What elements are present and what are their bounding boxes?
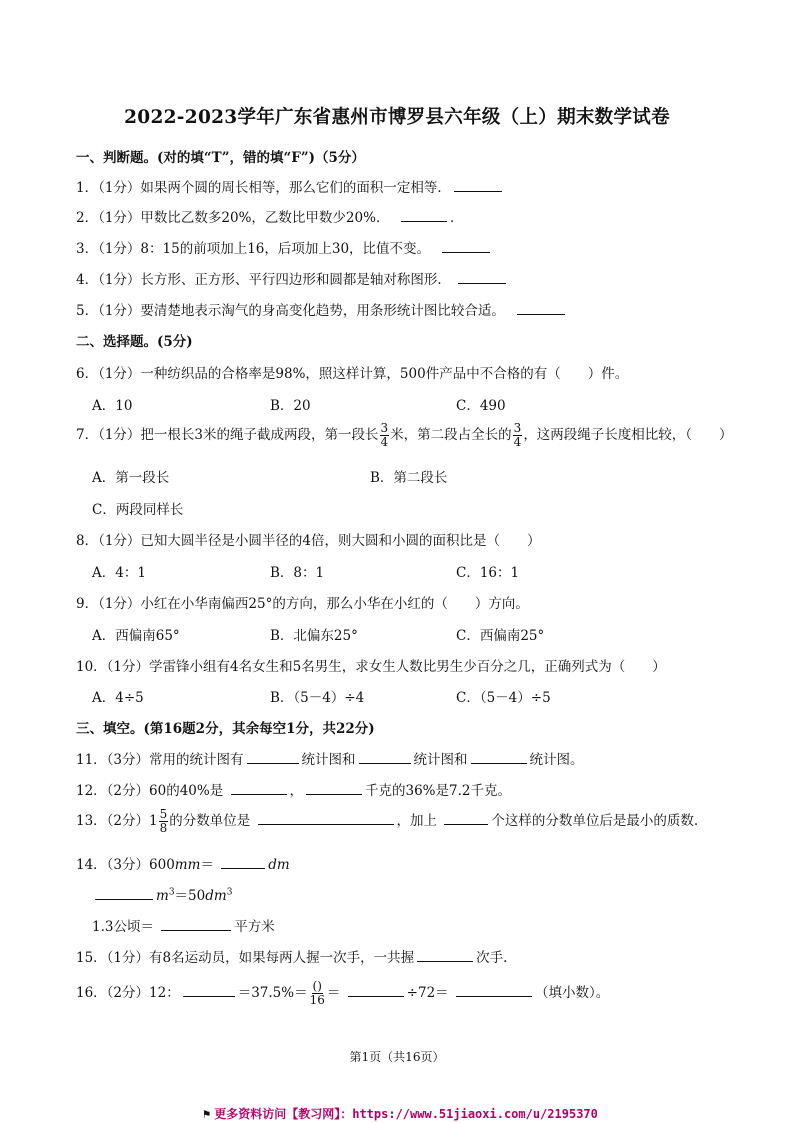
question-text: 个这样的分数单位后是最小的质数. <box>491 813 699 829</box>
fraction-numerator: 3 <box>513 421 522 435</box>
question-text: ÷72＝ <box>406 985 449 1001</box>
question-text: ＝37.5%＝ <box>237 985 308 1001</box>
option-a[interactable]: A．4：1 <box>92 565 146 581</box>
fraction <box>513 422 523 449</box>
option-c[interactable]: C．（5－4）÷5 <box>456 690 551 706</box>
question-text: ＝ <box>200 857 214 873</box>
answer-blank[interactable] <box>471 751 527 764</box>
question-14-part-2 <box>92 884 232 904</box>
question-6: 6．（1分）一种纺织品的合格率是98%，照这样计算，500件产品中不合格的有（ ）件。 <box>76 366 629 382</box>
fraction-numerator: 3 <box>380 421 389 435</box>
option-c[interactable]: C．两段同样长 <box>92 502 184 518</box>
option-b[interactable]: B．（5－4）÷4 <box>270 690 365 706</box>
question-14-part-3 <box>92 915 275 935</box>
question-text: 14．（3分）600 <box>76 857 175 873</box>
question-2 <box>76 206 464 226</box>
question-8: 8．（1分）已知大圆半径是小圆半径的4倍，则大圆和小圆的面积比是（ ） <box>76 533 541 549</box>
answer-blank[interactable] <box>183 984 235 997</box>
question-16 <box>76 980 609 1007</box>
answer-blank[interactable] <box>517 302 565 315</box>
question-text: 次手. <box>476 950 508 966</box>
answer-blank[interactable] <box>221 856 265 869</box>
question-text: ＝50 <box>174 888 206 904</box>
question-text: 13．（2分）1 <box>76 813 158 829</box>
question-10: 10．（1分）学雷锋小组有4名女生和5名男生，求女生人数比男生少百分之几，正确列式为（ ） <box>76 659 666 675</box>
exponent: 3 <box>168 887 175 898</box>
option-a[interactable]: A．10 <box>92 398 133 414</box>
question-text: 统计图和 <box>301 752 356 768</box>
fraction-denominator: 8 <box>159 821 168 835</box>
fraction <box>309 980 326 1007</box>
question-text: ＝ <box>326 985 341 1001</box>
answer-blank[interactable] <box>95 887 153 900</box>
question-13 <box>76 808 698 835</box>
answer-blank[interactable] <box>456 984 532 997</box>
option-a[interactable]: A．4÷5 <box>92 690 144 706</box>
option-c[interactable]: C．490 <box>456 398 506 414</box>
fraction-denominator: 4 <box>513 435 522 449</box>
question-text: 5．（1分）要清楚地表示淘气的身高变化趋势，用条形统计图比较合适。 <box>76 303 505 319</box>
exponent: 3 <box>226 887 233 898</box>
question-text: 12．（2分）60的40%是 <box>76 783 224 799</box>
option-a[interactable]: A．第一段长 <box>92 470 170 486</box>
answer-blank[interactable] <box>258 812 394 825</box>
question-text: （填小数）。 <box>534 985 610 1001</box>
option-b[interactable]: B．20 <box>270 398 311 414</box>
question-3 <box>76 237 493 257</box>
question-text: 11．（3分）常用的统计图有 <box>76 752 244 768</box>
fraction <box>380 422 390 449</box>
section-heading-2: 二、选择题。(5分) <box>76 334 193 350</box>
question-1 <box>76 176 505 196</box>
question-text: 统计图。 <box>529 752 584 768</box>
answer-blank[interactable] <box>454 179 502 192</box>
footer-link-text[interactable]: 更多资料访问【教习网】：https://www.51jiaoxi.com/u/2195370 <box>214 1107 598 1121</box>
footer-link[interactable] <box>203 1105 598 1122</box>
question-text: 4．（1分）长方形、正方形、平行四边形和圆都是轴对称图形． <box>76 272 451 288</box>
question-text: 2．（1分）甲数比乙数多20%，乙数比甲数少20%． <box>76 210 390 226</box>
option-c[interactable]: C．16：1 <box>456 565 520 581</box>
question-text: ， <box>289 783 303 799</box>
question-text: 平方米 <box>234 919 275 935</box>
question-text: 16．（2分）12： <box>76 985 180 1001</box>
unit: dm <box>268 857 290 873</box>
fraction-numerator: () <box>312 979 322 993</box>
answer-blank[interactable] <box>417 949 473 962</box>
answer-blank[interactable] <box>231 782 287 795</box>
question-text: 15．（1分）有8名运动员，如果每两人握一次手，一共握 <box>76 950 415 966</box>
page-title: 2022-2023学年广东省惠州市博罗县六年级（上）期末数学试卷 <box>124 107 670 128</box>
question-text: 的分数单位是 <box>169 813 251 829</box>
answer-blank[interactable] <box>306 782 362 795</box>
fraction <box>159 808 169 835</box>
question-text: 7．（1分）把一根长3米的绳子截成两段，第一段长 <box>76 427 379 443</box>
question-text: ，这两段绳子长度相比较，（ ） <box>523 427 733 443</box>
fraction-numerator: 5 <box>159 807 168 821</box>
question-text: ，加上 <box>396 813 438 829</box>
option-b[interactable]: B．北偏东25° <box>270 628 358 644</box>
question-11 <box>76 748 584 768</box>
answer-blank[interactable] <box>458 271 506 284</box>
fraction-denominator: 4 <box>380 435 389 449</box>
answer-blank[interactable] <box>359 751 411 764</box>
answer-blank[interactable] <box>444 812 488 825</box>
unit: mm <box>174 857 201 873</box>
option-b[interactable]: B．第二段长 <box>370 470 448 486</box>
question-7 <box>76 422 733 449</box>
unit: m <box>156 888 169 904</box>
unit: dm <box>205 888 227 904</box>
question-text: 1.3公顷＝ <box>92 919 154 935</box>
question-4 <box>76 268 509 288</box>
option-a[interactable]: A．西偏南65° <box>92 628 180 644</box>
section-heading-3: 三、填空。(第16题2分，其余每空1分，共22分) <box>76 721 375 737</box>
question-text: 1．（1分）如果两个圆的周长相等，那么它们的面积一定相等． <box>76 180 451 196</box>
question-14 <box>76 853 290 873</box>
punctuation: ． <box>450 210 464 226</box>
question-text: 统计图和 <box>413 752 468 768</box>
question-text: 3．（1分）8：15的前项加上16，后项加上30，比值不变。 <box>76 241 431 257</box>
answer-blank[interactable] <box>161 918 231 931</box>
question-text: 千克的36%是7.2千克。 <box>365 783 511 799</box>
fraction-denominator: 16 <box>309 993 325 1007</box>
question-text: 米，第二段占全长的 <box>390 427 512 443</box>
answer-blank[interactable] <box>442 240 490 253</box>
answer-blank[interactable] <box>247 751 299 764</box>
question-9: 9．（1分）小红在小华南偏西25°的方向，那么小华在小红的（ ）方向。 <box>76 596 529 612</box>
answer-blank[interactable] <box>348 984 404 997</box>
section-heading-1: 一、判断题。(对的填“T”，错的填“F”)（5分） <box>76 150 365 166</box>
question-5 <box>76 299 568 319</box>
flag-icon: ⚑ <box>203 1107 211 1121</box>
answer-blank[interactable] <box>401 209 447 222</box>
question-15 <box>76 946 507 966</box>
option-b[interactable]: B．8：1 <box>270 565 325 581</box>
option-c[interactable]: C．西偏南25° <box>456 628 545 644</box>
question-12 <box>76 779 511 799</box>
page-number: 第1页（共16页） <box>349 1050 445 1064</box>
